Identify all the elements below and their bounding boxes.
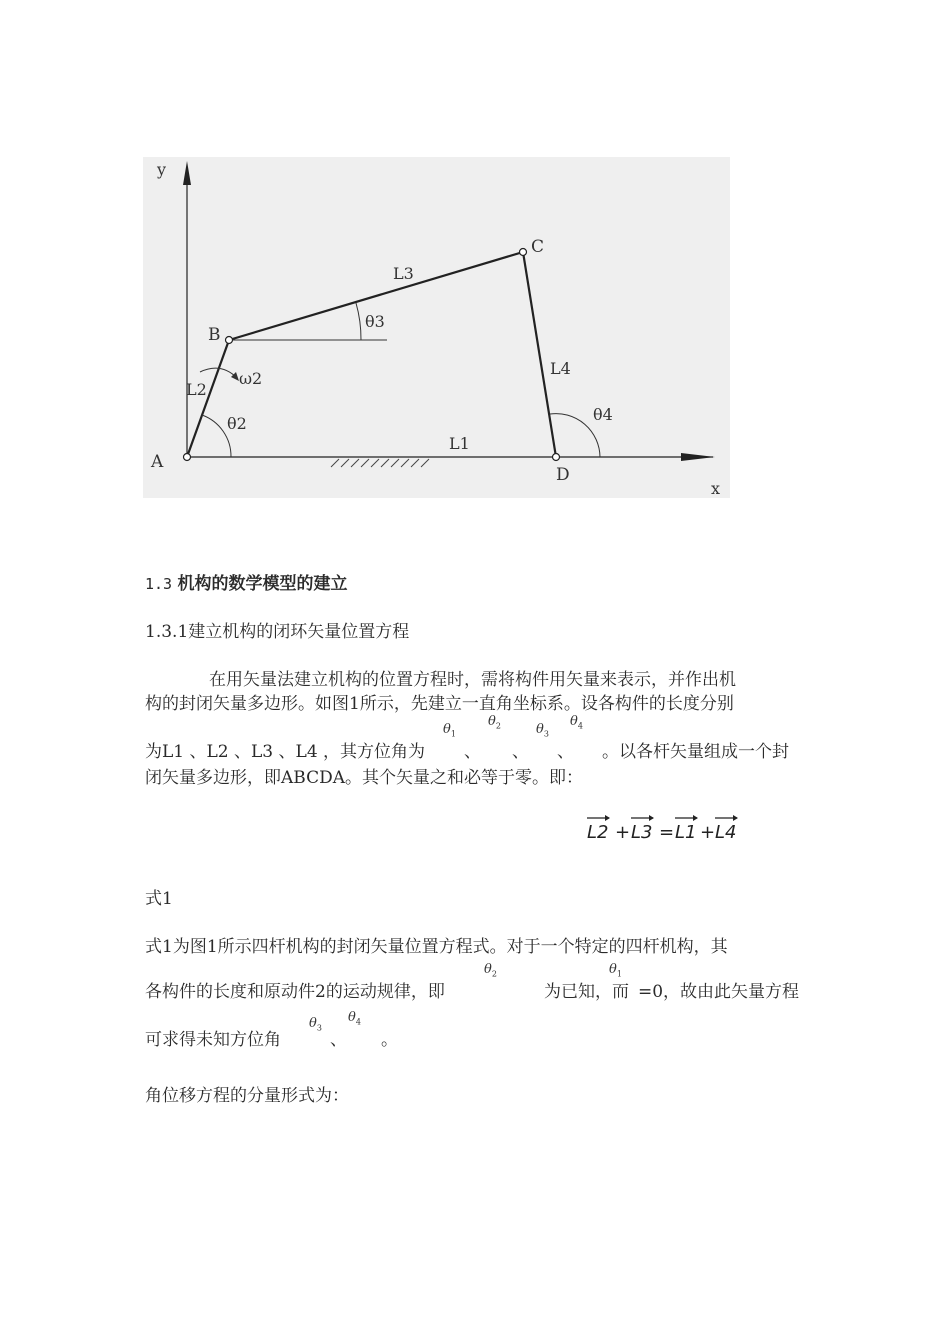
section-number: 1.3 [145,575,173,593]
svg-text:L3: L3 [631,822,653,843]
four-bar-diagram [143,157,730,498]
theta4-symbol: $\theta_4$ [570,714,583,731]
link-l4 [523,252,556,457]
para1-line2: 构的封闭矢量多边形。如图1所示，先建立一直角坐标系。设各构件的长度分别 [145,694,734,714]
para2-line2-mid: 为已知，而 [544,982,629,1002]
l2-label: L2 [186,380,207,399]
para1-line3-start: 为L1 、L2 、L3 、L4 ，其方位角为 [145,742,426,762]
para1-sep-3: 、 [557,742,574,762]
equation-label: 式1 [145,889,173,909]
eq-plus-1: + [615,822,631,843]
eq-term-l1 [675,815,698,843]
theta1-symbol-inline: $\theta_1$ [609,962,622,979]
para3: 角位移方程的分量形式为： [145,1086,349,1106]
eq-equals: = [659,822,675,843]
svg-text:L4: L4 [715,822,737,843]
theta3-symbol: $\theta_3$ [536,722,549,739]
para1-sep-2: 、 [512,742,529,762]
para1-line1: 在用矢量法建立机构的位置方程时，需将构件用矢量来表示，并作出机 [209,670,736,690]
ground-hatch [331,459,429,467]
vector-equation [585,808,745,854]
joint-b [226,337,233,344]
section-heading-1-3 [145,572,348,596]
theta4-label: θ4 [593,405,613,424]
point-b-label: B [208,325,221,345]
section-title: 机构的数学模型的建立 [177,574,348,594]
para2-line1: 式1为图1所示四杆机构的封闭矢量位置方程式。对于一个特定的四杆机构，其 [145,937,728,957]
para2-sep: 、 [330,1030,347,1050]
theta3-symbol-inline: $\theta_3$ [309,1016,322,1033]
para2-line3-start: 可求得未知方位角 [145,1030,281,1050]
para2-line2-start: 各构件的长度和原动件2的运动规律，即 [145,982,445,1002]
l3-label: L3 [393,264,414,283]
l4-label: L4 [550,359,571,378]
joint-a [184,454,191,461]
x-axis-arrow [681,453,715,461]
mechanism-figure [143,157,730,498]
point-a-label: A [151,452,164,472]
point-d-label: D [556,465,570,485]
omega2-label: ω2 [239,369,263,388]
y-axis-label: y [157,160,167,179]
point-c-label: C [531,237,545,257]
theta2-label: θ2 [227,414,247,433]
joint-d [553,454,560,461]
eq-term-l2 [587,815,610,843]
svg-text:L1: L1 [675,822,697,843]
joint-c [520,249,527,256]
x-axis-label: x [711,479,721,498]
subsection-heading-1-3-1: 1.3.1建立机构的闭环矢量位置方程 [145,622,410,642]
para1-line3-end: 。以各杆矢量组成一个封 [602,742,789,762]
theta2-symbol: $\theta_2$ [488,714,501,731]
l1-label: L1 [449,434,470,453]
para1-sep-1: 、 [464,742,481,762]
para2-line3-end: 。 [381,1030,398,1050]
eq-term-l3 [631,815,654,843]
para2-line2-end: =0，故由此矢量方程 [638,982,800,1002]
para1-line4: 闭矢量多边形，即ABCDA。其个矢量之和必等于零。即： [145,768,583,788]
theta2-symbol-inline: $\theta_2$ [484,962,497,979]
svg-text:L2: L2 [587,822,609,843]
theta3-label: θ3 [365,312,385,331]
theta3-arc [356,303,361,340]
eq-term-l4 [715,815,738,843]
y-axis-arrow [183,161,191,185]
theta4-symbol-inline: $\theta_4$ [348,1010,361,1027]
theta1-symbol: $\theta_1$ [443,722,456,739]
eq-plus-2: + [700,822,716,843]
